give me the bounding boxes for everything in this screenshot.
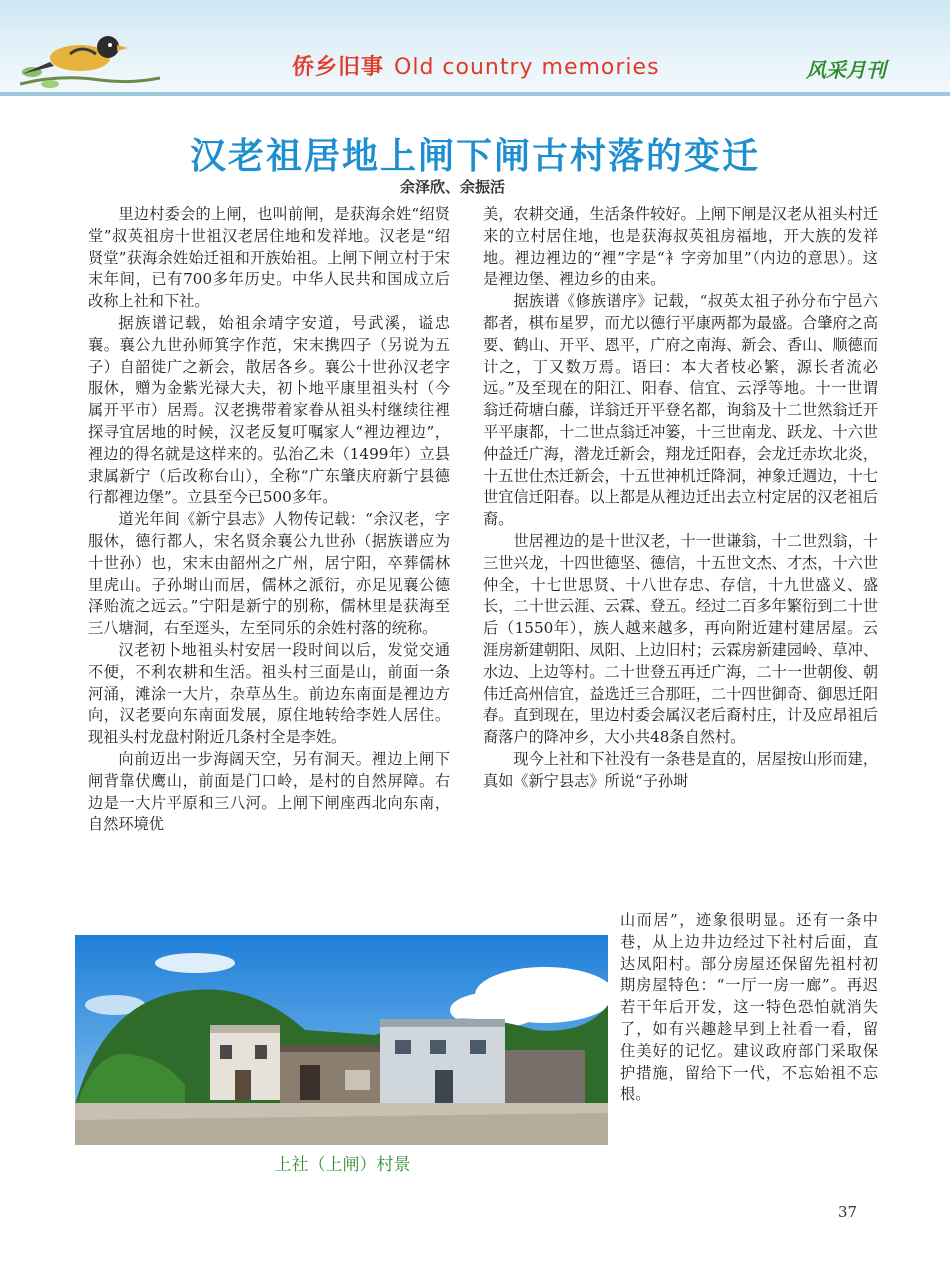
magazine-name: 风采月刊 [806, 58, 886, 82]
header-bottom-rule [0, 92, 950, 96]
paragraph: 据族谱记载，始祖余靖字安道，号武溪，谥忠襄。襄公九世孙师箕字作范，宋末携四子（另说为五子）自韶徙广之新会，散居各乡。襄公十世孙汉老字服休，赠为金紫光禄大夫，初卜地平康里祖头村（今属开平市）居焉。汉老携带着家眷从祖头村继续往裡探寻宜居地的时候，汉老反复叮嘱家人“裡边裡边”，裡边的得名就是这样来的。弘治乙未（1499年）立县隶属新宁（后改称台山），全称“广东肇庆府新宁县德行都裡边堡”。立县至今已500多年。 [88, 313, 450, 507]
paragraph: 道光年间《新宁县志》人物传记载：“余汉老，字服休，德行都人，宋名贤余襄公九世孙（据族谱应为十世孙）也，宋末由韶州之广州，居宁阳，卒葬儒林里虎山。子孙埘山而居，儒林之派衍，亦足见襄公德泽贻流之远云。”宁阳是新宁的别称，儒林里是获海至三八塘洞，右至逕头，左至同乐的余姓村落的统称。 [88, 510, 450, 638]
paragraph: 世居裡边的是十世汉老，十一世谦翁，十二世烈翁，十三世兴龙，十四世德坚、德信，十五世文杰、才杰，十六世仲全，十七世思贤、十八世存忠、存信，十九世盛义、盛长，二十世云涯、云霖、登五。经过二百多年繁衍到二十世后（1550年），族人越来越多，再向附近建村建居屋。云涯房新建朝阳、凤阳、上边旧村；云霖房新建园岭、草冲、水边、上边等村。二十世登五再迁广海，二十一世朝俊、朝伟迁高州信宜，益选迁三合那旺，二十四世御奇、御思迁阳春。直到现在，里边村委会属汉老后裔村庄，计及应昂祖后裔落户的降冲乡，大小共48条自然村。 [483, 531, 878, 747]
article-left-column [88, 204, 450, 836]
paragraph: 向前迈出一步海阔天空，另有洞天。裡边上闸下闸背靠伏鹰山，前面是门口岭，是村的自然屏障。右边是一大片平原和三八河。上闸下闸座西北向东南，自然环境优 [88, 749, 450, 834]
paragraph: 汉老初卜地祖头村安居一段时间以后，发觉交通不便，不利农耕和生活。祖头村三面是山，前面一条河涌，滩涂一大片，杂草丛生。前边东南面是裡边方向，汉老要向东南面发展，原住地转给李姓人居住。现祖头村龙盘村附近几条村全是李姓。 [88, 640, 450, 747]
article-title: 汉老祖居地上闸下闸古村落的变迁 [189, 136, 760, 177]
section-title-zh: 侨乡旧事 [292, 55, 385, 80]
page-number: 37 [838, 1203, 858, 1221]
section-title-en: Old country memories [394, 55, 660, 80]
paragraph: 现今上社和下社没有一条巷是直的，居屋按山形而建，真如《新宁县志》所说“子孙埘 [483, 749, 878, 790]
article-right-column-continued [620, 910, 878, 1106]
bird-illustration [20, 14, 160, 94]
article-authors: 余泽欣、余振活 [400, 178, 506, 196]
paragraph: 里边村委会的上闸，也叫前闸，是获海余姓“绍贤堂”叔英祖房十世祖汉老居住地和发祥地。汉老是“绍贤堂”获海余姓始迁祖和开族始祖。上闸下闸立村于宋末年间，已有700多年历史。中华人民共和国成立后改称上社和下社。 [88, 205, 450, 311]
village-photo [75, 935, 608, 1145]
article-right-column [483, 204, 878, 793]
page-header [0, 0, 950, 96]
photo-caption: 上社（上闸）村景 [274, 1155, 411, 1175]
paragraph: 山而居”，迹象很明显。还有一条中巷，从上边井边经过下社村后面，直达凤阳村。部分房屋还保留先祖村初期房屋特色：“一厅一房一廊”。再迟若干年后开发，这一特色恐怕就消失了，如有兴趣趁早到上社看一看，留住美好的记忆。建议政府部门采取保护措施，留给下一代，不忘始祖不忘根。 [620, 911, 878, 1104]
paragraph: 据族谱《修族谱序》记载，“叔英太祖子孙分布宁邑六都者，棋布星罗，而尤以德行平康两都为最盛。合肇府之高要、鹤山、开平、恩平，广府之南海、新会、香山、顺德而计之，丁又数万焉。语曰：本大者枝必繁，源长者流必远。”及至现在的阳江、阳春、信宜、云浮等地。十一世谓翁迁荷塘白藤，详翁迁开平登名都，询翁及十二世然翁迁开平平康都，十二世点翁迁冲篓，十三世南龙、跃龙、十六世仲益迁广海，潜龙迁新会，翔龙迁阳春，会龙迁赤坎北炎，十五世仕杰迁新会，十五世神机迁降洞，神象迁週边，十七世宜信迁阳春。以上都是从裡边迁出去立村定居的汉老祖后裔。 [483, 292, 878, 529]
paragraph: 美，农耕交通，生活条件较好。上闸下闸是汉老从祖头村迁来的立村居住地，也是获海叔英祖房福地，开大族的发祥地。裡边裡边的“裡”字是“衤字旁加里”（内边的意思）。这是裡边堡、裡边乡的由来。 [483, 205, 878, 289]
section-title [292, 50, 660, 81]
